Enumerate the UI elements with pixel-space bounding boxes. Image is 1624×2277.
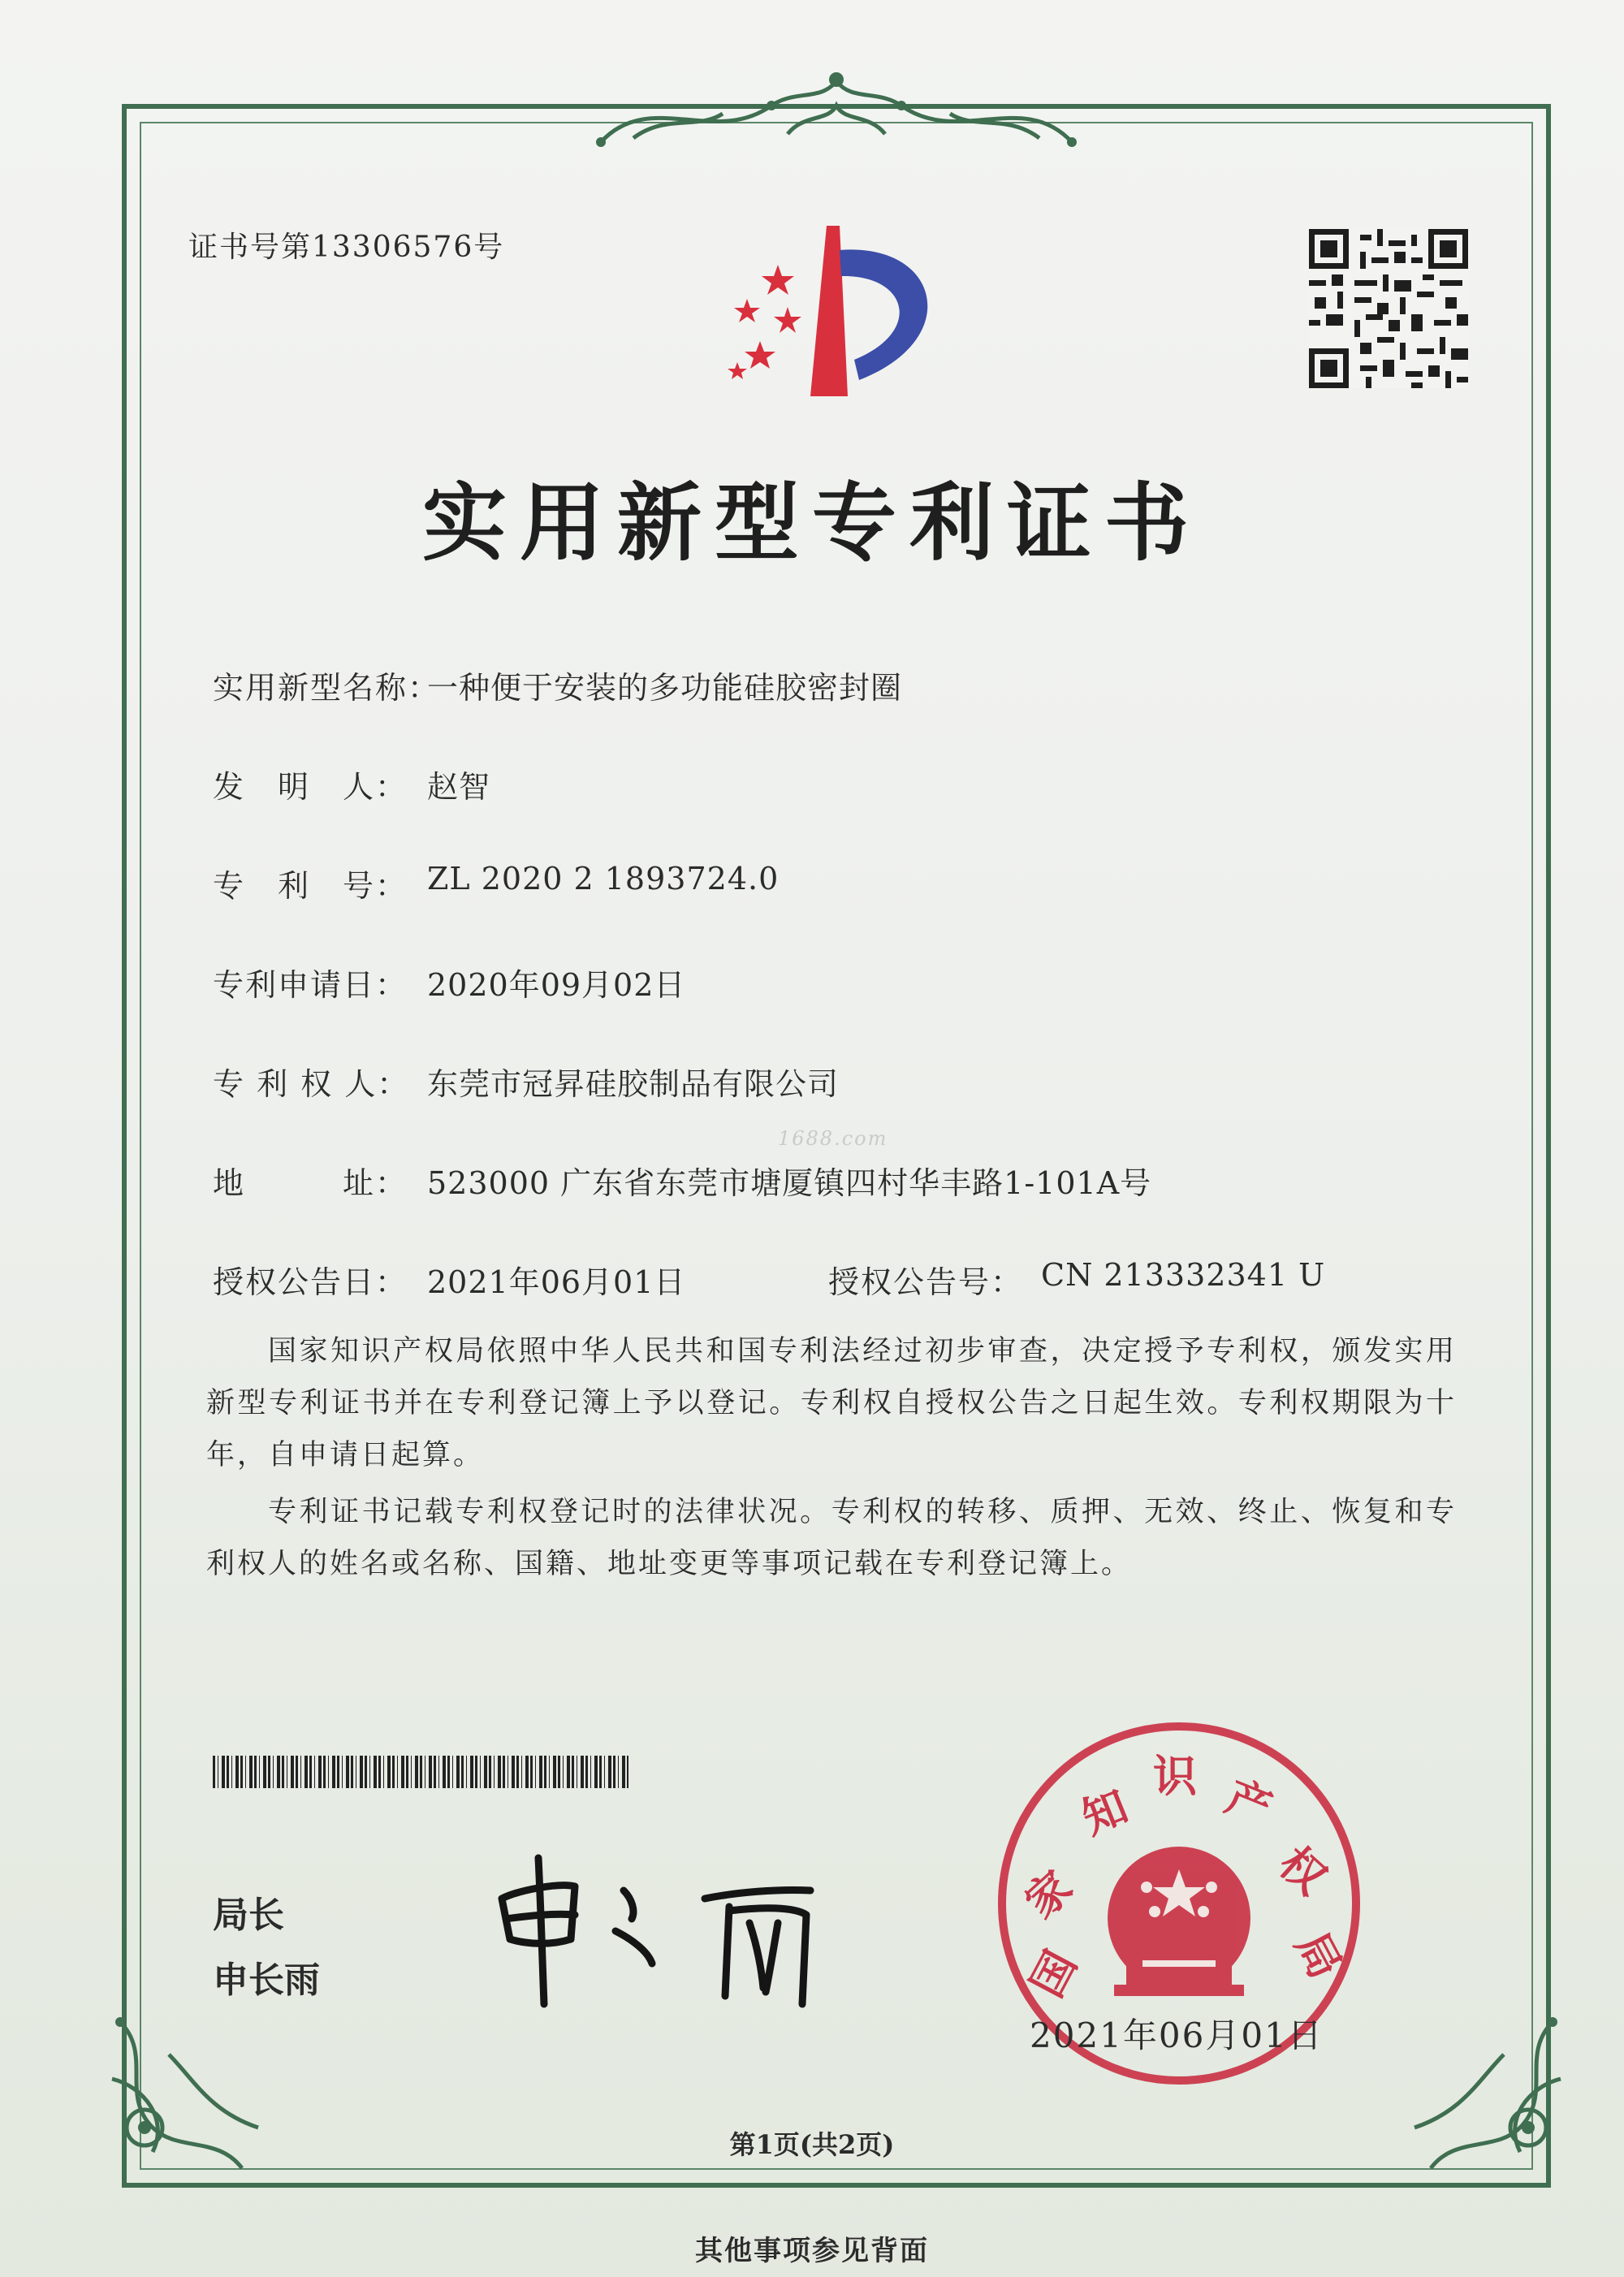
director-title: 局长 xyxy=(213,1895,284,1936)
footer-note: 其他事项参见背面 xyxy=(695,2235,929,2267)
patent-number-value: ZL 2020 2 1893724.0 xyxy=(427,861,780,897)
patentee-value: 东莞市冠昇硅胶制品有限公司 xyxy=(427,1066,840,1102)
page-title: 实用新型专利证书 xyxy=(421,473,1202,572)
patentee-label: 专 利 权 人： xyxy=(213,1066,410,1102)
svg-text:知: 知 xyxy=(1074,1779,1135,1845)
grant-date-label: 授权公告日： xyxy=(213,1264,408,1300)
barcode xyxy=(213,1756,628,1788)
watermark: 1688.com xyxy=(778,1127,888,1150)
grant-number-value: CN 213332341 U xyxy=(1041,1257,1326,1293)
svg-text:产: 产 xyxy=(1219,1769,1280,1835)
patent-number-label: 专 利 号： xyxy=(213,868,408,904)
svg-text:家: 家 xyxy=(1014,1860,1082,1929)
filing-date-value: 2020年09月02日 xyxy=(427,967,686,1003)
grant-number-label: 授权公告号： xyxy=(828,1264,1024,1300)
director-signature xyxy=(486,1842,843,2020)
address-label: 地 址： xyxy=(213,1165,408,1201)
qr-code xyxy=(1309,229,1468,388)
seal-date: 2021年06月01日 xyxy=(1030,2016,1324,2055)
name-label: 实用新型名称： xyxy=(213,670,441,706)
grant-statement-paragraph: 国家知识产权局依照中华人民共和国专利法经过初步审查，决定授予专利权，颁发实用新型专利证书并在专利登记簿上予以登记。专利权自授权公告之日起生效。专利权期限为十年，自申请日起算。 xyxy=(206,1335,1457,1471)
svg-text:国: 国 xyxy=(1020,1942,1087,2006)
inventor-label: 发 明 人： xyxy=(213,769,408,805)
page-indicator: 第1页(共2页) xyxy=(729,2129,895,2160)
top-ornament xyxy=(585,57,1088,162)
svg-text:局: 局 xyxy=(1285,1923,1353,1987)
name-value: 一种便于安装的多功能硅胶密封圈 xyxy=(427,670,903,706)
inventor-value: 赵智 xyxy=(427,769,491,805)
legal-status-paragraph: 专利证书记载专利权登记时的法律状况。专利权的转移、质押、无效、终止、恢复和专利权人的姓名或名称、国籍、地址变更等事项记载在专利登记簿上。 xyxy=(206,1496,1457,1580)
svg-text:识: 识 xyxy=(1153,1750,1197,1802)
cnipa-logo-icon xyxy=(705,218,957,413)
director-name: 申长雨 xyxy=(213,1959,320,2001)
svg-text:权: 权 xyxy=(1269,1836,1337,1905)
grant-date-value: 2021年06月01日 xyxy=(427,1264,686,1300)
certificate-number: 证书号第13306576号 xyxy=(188,231,505,264)
filing-date-label: 专利申请日： xyxy=(213,967,408,1003)
address-value: 523000 广东省东莞市塘厦镇四村华丰路1-101A号 xyxy=(427,1165,1152,1201)
